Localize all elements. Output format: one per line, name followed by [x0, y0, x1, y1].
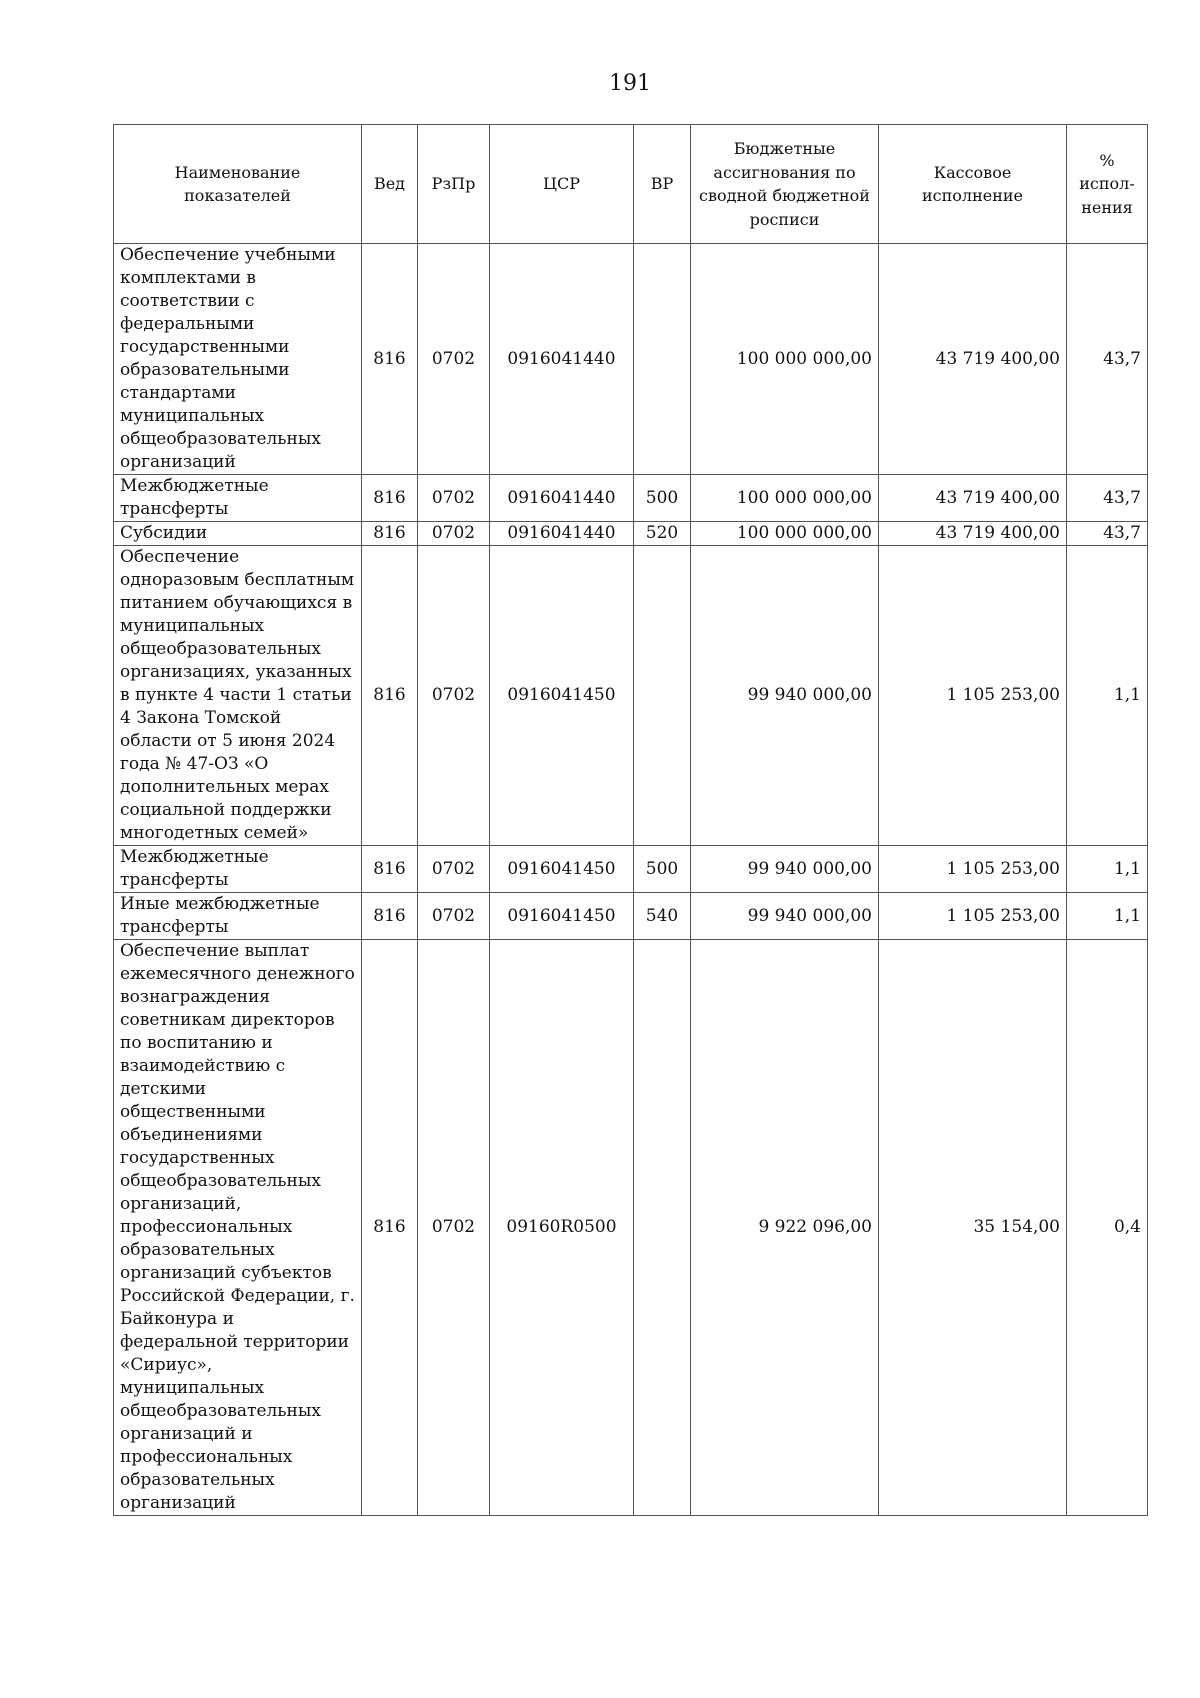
table-row [114, 244, 1148, 475]
row-vr: 540 [634, 893, 691, 940]
row-csr: 0916041440 [490, 522, 634, 546]
row-budget: 100 000 000,00 [691, 475, 879, 522]
row-ved: 816 [362, 475, 418, 522]
row-name: Обеспечение учебными комплектами в соответствии с федеральными государственными образовательными стандартами муниципальных общеобразовательных организаций [114, 244, 362, 475]
header-row [114, 125, 1148, 244]
row-cash: 1 105 253,00 [879, 846, 1067, 893]
row-vr: 520 [634, 522, 691, 546]
row-ved: 816 [362, 546, 418, 846]
row-name: Межбюджетные трансферты [114, 475, 362, 522]
row-csr: 0916041450 [490, 846, 634, 893]
row-name: Субсидии [114, 522, 362, 546]
header-percent: % испол-нения [1067, 125, 1148, 244]
row-vr: 500 [634, 475, 691, 522]
row-ved: 816 [362, 522, 418, 546]
row-csr: 09160R0500 [490, 940, 634, 1516]
row-csr: 0916041440 [490, 244, 634, 475]
row-budget: 9 922 096,00 [691, 940, 879, 1516]
row-vr [634, 940, 691, 1516]
row-rzpr: 0702 [418, 522, 490, 546]
row-cash: 1 105 253,00 [879, 893, 1067, 940]
table-row [114, 940, 1148, 1516]
row-rzpr: 0702 [418, 244, 490, 475]
row-ved: 816 [362, 846, 418, 893]
table-row [114, 522, 1148, 546]
row-csr: 0916041440 [490, 475, 634, 522]
row-name: Межбюджетные трансферты [114, 846, 362, 893]
page-number: 191 [609, 71, 651, 96]
row-percent: 43,7 [1067, 522, 1148, 546]
row-rzpr: 0702 [418, 546, 490, 846]
header-name: Наименование показателей [114, 125, 362, 244]
row-cash: 43 719 400,00 [879, 244, 1067, 475]
row-vr [634, 546, 691, 846]
header-csr: ЦСР [490, 125, 634, 244]
row-vr [634, 244, 691, 475]
row-ved: 816 [362, 244, 418, 475]
row-budget: 100 000 000,00 [691, 522, 879, 546]
row-rzpr: 0702 [418, 940, 490, 1516]
row-percent: 43,7 [1067, 244, 1148, 475]
table-row [114, 546, 1148, 846]
row-percent: 0,4 [1067, 940, 1148, 1516]
row-budget: 100 000 000,00 [691, 244, 879, 475]
row-name: Обеспечение выплат ежемесячного денежного вознаграждения советникам директоров по воспитанию и взаимодействию с детскими общественными объединениями государственных общеобразовательных организаций, профессиональных образовательных организаций субъектов Российской Федерации, г. Байконура и федеральной территории «Сириус», муниципальных общеобразовательных организаций и профессиональных образовательных организаций [114, 940, 362, 1516]
row-percent: 1,1 [1067, 893, 1148, 940]
row-budget: 99 940 000,00 [691, 893, 879, 940]
row-percent: 1,1 [1067, 846, 1148, 893]
row-ved: 816 [362, 940, 418, 1516]
row-percent: 1,1 [1067, 546, 1148, 846]
row-cash: 1 105 253,00 [879, 546, 1067, 846]
table-row [114, 893, 1148, 940]
row-percent: 43,7 [1067, 475, 1148, 522]
header-cash: Кассовое исполнение [879, 125, 1067, 244]
table-row [114, 846, 1148, 893]
header-rzpr: РзПр [418, 125, 490, 244]
row-rzpr: 0702 [418, 893, 490, 940]
row-csr: 0916041450 [490, 893, 634, 940]
header-budget: Бюджетные ассигнования по сводной бюджетной росписи [691, 125, 879, 244]
header-vr: ВР [634, 125, 691, 244]
row-budget: 99 940 000,00 [691, 846, 879, 893]
row-csr: 0916041450 [490, 546, 634, 846]
row-name: Иные межбюджетные трансферты [114, 893, 362, 940]
row-cash: 43 719 400,00 [879, 522, 1067, 546]
table-row [114, 475, 1148, 522]
row-budget: 99 940 000,00 [691, 546, 879, 846]
budget-execution-table [113, 124, 1148, 1516]
row-cash: 43 719 400,00 [879, 475, 1067, 522]
row-cash: 35 154,00 [879, 940, 1067, 1516]
row-ved: 816 [362, 893, 418, 940]
header-ved: Вед [362, 125, 418, 244]
row-rzpr: 0702 [418, 475, 490, 522]
row-rzpr: 0702 [418, 846, 490, 893]
row-name: Обеспечение одноразовым бесплатным питанием обучающихся в муниципальных общеобразовательных организациях, указанных в пункте 4 части 1 статьи 4 Закона Томской области от 5 июня 2024 года № 47-ОЗ «О дополнительных мерах социальной поддержки многодетных семей» [114, 546, 362, 846]
row-vr: 500 [634, 846, 691, 893]
